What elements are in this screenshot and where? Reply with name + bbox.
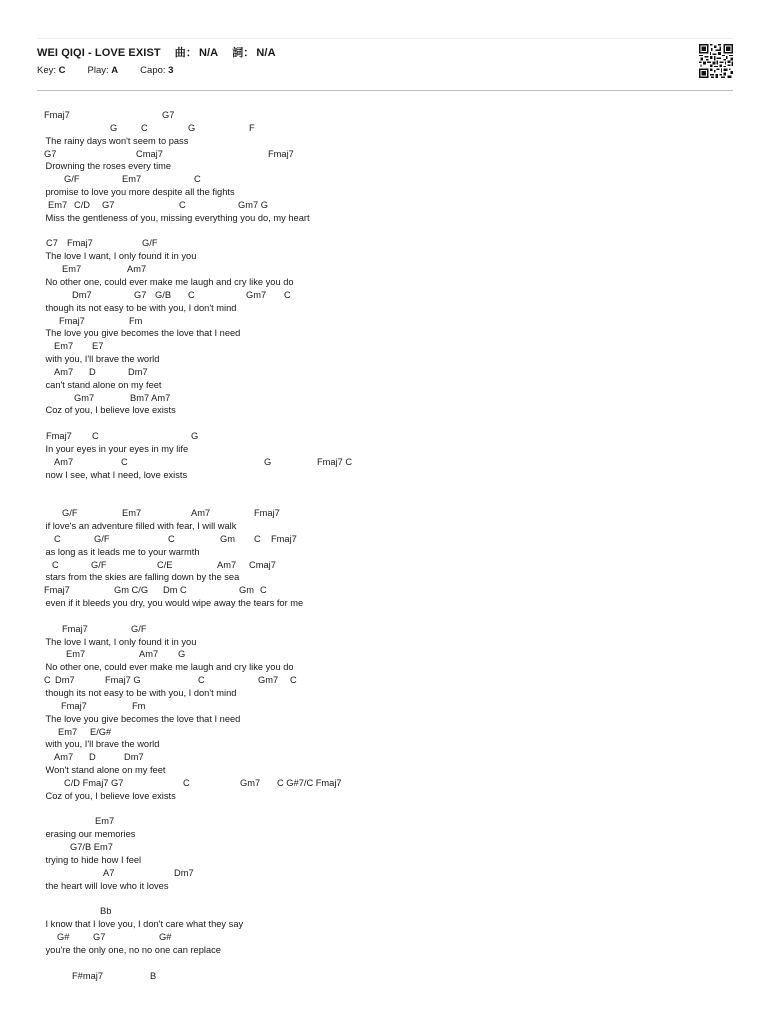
chord: Gm	[239, 585, 254, 596]
chord: Em7	[122, 508, 142, 519]
composer-credit	[175, 47, 218, 59]
chord: Cmaj7	[249, 559, 276, 570]
chord: Am7	[127, 264, 147, 275]
chord: D	[89, 366, 96, 377]
qr-code-icon[interactable]	[699, 44, 733, 78]
chord-line	[44, 751, 734, 764]
chord: Dm C	[163, 585, 187, 596]
composer-label: 曲：	[174, 47, 197, 59]
capo-label: Capo:	[140, 65, 166, 76]
lyric-line: No other one, could ever make me laugh and cry like you do	[45, 662, 294, 673]
chord: Dm7	[124, 752, 144, 763]
chord: G	[191, 431, 199, 442]
chord: Fmaj7	[268, 148, 294, 159]
chord: Dm7	[128, 366, 148, 377]
chord: G7	[102, 199, 115, 210]
chord-line	[44, 366, 734, 379]
lyric-line: with you, I'll brave the world	[45, 739, 160, 750]
chord: Gm7 G	[238, 199, 268, 210]
lyric-line: can't stand alone on my feet	[45, 379, 162, 390]
lyric-line: the heart will love who it loves	[45, 880, 169, 891]
chord: Am7	[191, 508, 211, 519]
chord-line	[44, 623, 734, 636]
chord-line	[44, 970, 734, 983]
chord: Gm C/G	[114, 585, 149, 596]
chord: F#maj7	[72, 970, 104, 981]
lyric-line: promise to love you more despite all the fights	[45, 187, 235, 198]
play-info	[88, 65, 119, 76]
chord: Gm7	[240, 777, 261, 788]
chord-line	[44, 340, 734, 353]
chord: Am7	[139, 649, 159, 660]
chord: Dm7	[174, 867, 194, 878]
lyric-line: now I see, what I need, love exists	[45, 469, 188, 480]
lyric-line: The love I want, I only found it in you	[45, 251, 197, 262]
chord-line	[44, 726, 734, 739]
section-gap	[44, 225, 734, 238]
chord: Bm7 Am7	[130, 392, 171, 403]
chord: E/G#	[90, 726, 112, 737]
section-gap	[44, 957, 734, 970]
lyric-line: even if it bleeds you dry, you would wipe away the tears for me	[45, 598, 304, 609]
section-gap	[44, 494, 734, 507]
chord: G/F	[64, 174, 80, 185]
chord: C	[121, 456, 128, 467]
capo-info	[140, 65, 173, 76]
chord: Em7	[62, 264, 82, 275]
play-value: A	[111, 65, 119, 76]
chord-line	[44, 289, 734, 302]
lyricist-value: N/A	[256, 47, 276, 59]
chord: G/F	[131, 623, 147, 634]
chord: C/D	[74, 199, 91, 210]
play-label: Play:	[87, 65, 109, 76]
chord: Fmaj7 G	[105, 675, 141, 686]
lyric-line: Won't stand alone on my feet	[45, 765, 166, 776]
chord: Fmaj7	[44, 585, 70, 596]
chord: C	[198, 675, 205, 686]
chord-line	[44, 199, 734, 212]
chord: Fmaj7	[59, 315, 85, 326]
chord-line	[44, 584, 734, 597]
chord: Dm7	[72, 289, 92, 300]
title-row	[37, 44, 733, 60]
chord: Gm7	[258, 675, 279, 686]
chord: C	[92, 431, 99, 442]
chord-line	[44, 173, 734, 186]
chord-line	[44, 815, 734, 828]
lyric-line: Drowning the roses every time	[45, 161, 172, 172]
chord: C	[194, 174, 201, 185]
chord-line	[44, 122, 734, 135]
chord: C	[44, 675, 51, 686]
lyric-line: The rainy days won't seem to pass	[45, 135, 189, 146]
chord: Fmaj7	[67, 238, 93, 249]
chord: Fmaj7	[271, 533, 297, 544]
chord: Gm7	[246, 289, 267, 300]
lyric-line: as long as it leads me to your warmth	[45, 546, 200, 557]
section-gap	[44, 892, 734, 905]
chord-line	[44, 559, 734, 572]
chord: Em7	[122, 174, 142, 185]
section-gap	[44, 610, 734, 623]
lyric-line: The love you give becomes the love that I need	[45, 713, 241, 724]
lyric-line: I know that I love you, I don't care what they say	[45, 919, 244, 930]
lyric-line: you're the only one, no no one can replace	[45, 944, 221, 955]
chord-line	[44, 648, 734, 661]
lyric-line: erasing our memories	[45, 829, 136, 840]
chord: G7	[134, 289, 147, 300]
chord: Fm	[129, 315, 143, 326]
chord-line	[44, 674, 734, 687]
lyricist-label: 詞：	[232, 47, 255, 59]
lyric-line: The love you give becomes the love that I need	[45, 328, 241, 339]
section-gap	[44, 417, 734, 430]
chord: Gm7	[74, 392, 95, 403]
chord: B	[150, 970, 157, 981]
chord: C	[290, 675, 297, 686]
lyric-line: stars from the skies are falling down by the sea	[45, 572, 240, 583]
chord: Em7	[95, 816, 115, 827]
chord-line	[44, 456, 734, 469]
chord: E7	[92, 341, 104, 352]
chord: C	[168, 533, 175, 544]
meta-row	[37, 65, 733, 76]
song-title: WEI QIQI - LOVE EXIST	[37, 47, 161, 59]
chord: Dm7	[55, 675, 75, 686]
chord-line	[44, 109, 734, 122]
lyric-line: Coz of you, I believe love exists	[45, 405, 176, 416]
key-info	[37, 65, 66, 76]
top-border	[37, 38, 733, 39]
chord: Em7	[58, 726, 78, 737]
chord: Em7	[54, 341, 74, 352]
chord: Fmaj7 C	[317, 456, 353, 467]
section-gap	[44, 803, 734, 816]
chord-line	[44, 867, 734, 880]
chord: G/F	[62, 508, 78, 519]
chord: Em7	[66, 649, 86, 660]
chord: G/F	[94, 533, 110, 544]
chord: Gm	[220, 533, 235, 544]
chord: G/F	[142, 238, 158, 249]
chord: C	[179, 199, 186, 210]
chord: A7	[103, 867, 115, 878]
chord: Am7	[54, 456, 74, 467]
chord-line	[44, 700, 734, 713]
chord: C/D Fmaj7 G7	[64, 777, 124, 788]
chord: Fm	[132, 700, 146, 711]
chord-line	[44, 777, 734, 790]
chord-line	[44, 430, 734, 443]
chord: G#	[159, 932, 172, 942]
lyric-line: Coz of you, I believe love exists	[45, 790, 176, 801]
chord: G	[110, 122, 118, 133]
chord-line	[44, 507, 734, 520]
chord: G	[178, 649, 186, 660]
capo-value: 3	[168, 65, 174, 76]
chord: G7	[162, 110, 175, 120]
chord: C	[183, 777, 190, 788]
chord: G7	[44, 148, 57, 159]
chord: G7/B Em7	[70, 842, 113, 853]
song-header	[37, 44, 733, 90]
chord: Am7	[54, 366, 74, 377]
composer-value: N/A	[198, 47, 219, 59]
lyric-line: trying to hide how I feel	[45, 854, 142, 865]
chord-sheet	[44, 109, 734, 982]
chord: C7	[46, 238, 58, 249]
chord: G	[188, 122, 196, 133]
chord: Fmaj7	[62, 623, 88, 634]
chord: G/B	[155, 289, 172, 300]
chord: C/E	[157, 559, 173, 570]
chord: Bb	[100, 906, 112, 917]
chord-line	[44, 392, 734, 405]
chord: G	[264, 456, 272, 467]
chord: Fmaj7	[254, 508, 280, 519]
chord: C	[188, 289, 195, 300]
chord: C	[54, 533, 61, 544]
chord-line	[44, 315, 734, 328]
chord-line	[44, 931, 734, 944]
chord-line	[44, 148, 734, 161]
chord: C G#7/C Fmaj7	[277, 777, 342, 788]
chord-line	[44, 237, 734, 250]
key-label: Key:	[37, 65, 57, 76]
chord: F	[249, 122, 255, 133]
lyric-line: with you, I'll brave the world	[45, 354, 160, 365]
chord: Fmaj7	[44, 110, 70, 120]
lyricist-credit	[232, 47, 275, 59]
chord: Fmaj7	[61, 700, 87, 711]
lyric-line: No other one, could ever make me laugh and cry like you do	[45, 276, 294, 287]
chord: C	[254, 533, 261, 544]
lyric-line: Miss the gentleness of you, missing everything you do, my heart	[45, 212, 310, 223]
chord: G#	[57, 932, 70, 942]
chord: Fmaj7	[46, 431, 72, 442]
chord: Am7	[217, 559, 237, 570]
chord: C	[260, 585, 267, 596]
chord: C	[52, 559, 59, 570]
lyric-line: The love I want, I only found it in you	[45, 636, 197, 647]
chord-line	[44, 533, 734, 546]
header-divider	[37, 90, 733, 91]
chord: D	[89, 752, 96, 763]
lyric-line: In your eyes in your eyes in my life	[45, 443, 189, 454]
chord: C	[284, 289, 291, 300]
lyric-line: though its not easy to be with you, I don't mind	[45, 687, 237, 698]
key-value: C	[58, 65, 66, 76]
chord-line	[44, 263, 734, 276]
chord: G7	[93, 932, 106, 942]
chord: Em7	[48, 199, 68, 210]
chord: G/F	[91, 559, 107, 570]
chord: Cmaj7	[136, 148, 163, 159]
lyric-line: though its not easy to be with you, I don't mind	[45, 302, 237, 313]
section-gap	[44, 481, 734, 494]
lyric-line: if love's an adventure filled with fear, I will walk	[45, 521, 237, 531]
chord-line	[44, 841, 734, 854]
chord: Am7	[54, 752, 74, 763]
chord-line	[44, 905, 734, 918]
chord: C	[141, 122, 148, 133]
